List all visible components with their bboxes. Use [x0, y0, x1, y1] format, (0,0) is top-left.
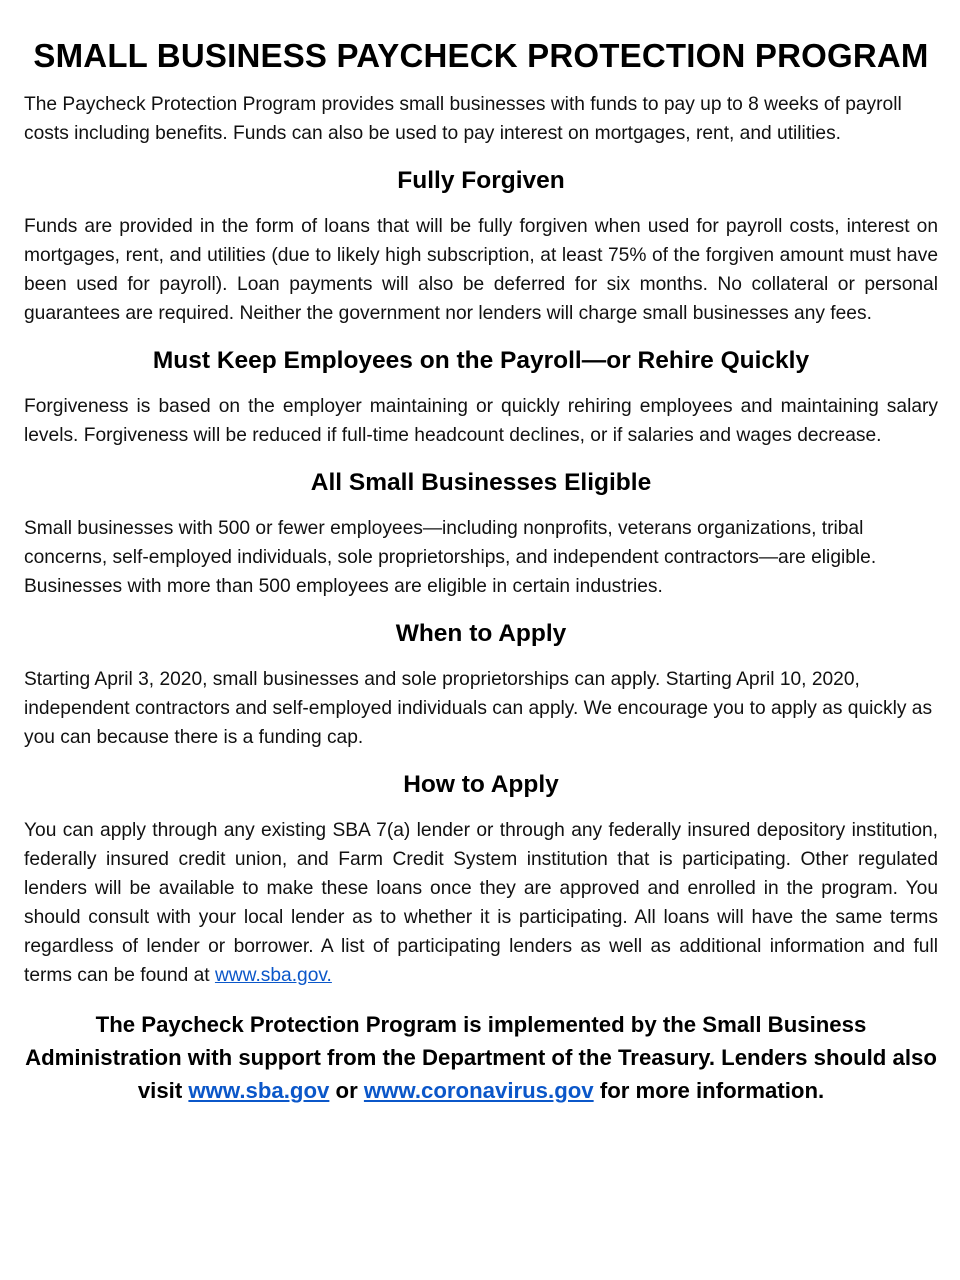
section-heading-how-to-apply: How to Apply: [403, 771, 559, 798]
sba-gov-link[interactable]: www.sba.gov.: [214, 965, 332, 986]
section-body-when-to-apply: Starting April 3, 2020, small businesses and sole proprietorships can apply. Starting April 10, 2020, independent contractors and self-employed individuals can apply. We encourage you to apply as quickly as you can because there is a funding cap.: [24, 669, 933, 748]
section-body-eligibility: Small businesses with 500 or fewer employees—including nonprofits, veterans organizations, tribal concerns, self-employed individuals, sole proprietorships, and independent contractors—are eligible. Businesses with more than 500 employees are eligible in certain industries.: [24, 518, 877, 597]
section-heading-when-to-apply: When to Apply: [395, 620, 567, 647]
section-body-keep-employees: Forgiveness is based on the employer maintaining or quickly rehiring employees and maintaining salary levels. Forgiveness will be reduced if full-time headcount declines, or if salaries and wages decrease.: [24, 396, 938, 446]
section-heading-eligibility: All Small Businesses Eligible: [310, 469, 652, 496]
intro-paragraph: The Paycheck Protection Program provides small businesses with funds to pay up to 8 weeks of payroll costs including benefits. Funds can also be used to pay interest on mortgages, rent, and utilities.: [24, 94, 902, 144]
footer-text-part3: for more information.: [599, 1078, 825, 1103]
footer-text-part2: or: [335, 1078, 358, 1103]
section-heading-fully-forgiven: Fully Forgiven: [397, 167, 565, 194]
footer-sba-gov-link[interactable]: www.sba.gov: [188, 1078, 330, 1103]
footer-text-part1: The Paycheck Protection Program is implemented by the Small Business Administration with support from the Department of the Treasury. Lenders should also visit: [25, 1012, 937, 1103]
section-body-fully-forgiven: Funds are provided in the form of loans that will be fully forgiven when used for payroll costs, interest on mortgages, rent, and utilities (due to likely high subscription, at least 75% of the forgiven amount must have been used for payroll). Loan payments will also be deferred for six months. No collateral or personal guarantees are required. Neither the government nor lenders will charge small businesses any fees.: [24, 216, 938, 324]
footer-note: [24, 1008, 938, 1107]
section-heading-keep-employees: Must Keep Employees on the Payroll—or Rehire Quickly: [152, 347, 810, 374]
page-title: SMALL BUSINESS PAYCHECK PROTECTION PROGRAM: [33, 37, 929, 74]
footer-coronavirus-gov-link[interactable]: www.coronavirus.gov: [363, 1078, 594, 1103]
section-body-how-to-apply: [24, 816, 938, 990]
how-to-apply-text: You can apply through any existing SBA 7(a) lender or through any federally insured depository institution, federally insured credit union, and Farm Credit System institution that is participating. Other regulated lenders will be available to make these loans once they are approved and enrolled in the program. You should consult with your local lender as to whether it is participating. All loans will have the same terms regardless of lender or borrower. A list of participating lenders as well as additional information and full terms can be found at: [24, 820, 938, 986]
